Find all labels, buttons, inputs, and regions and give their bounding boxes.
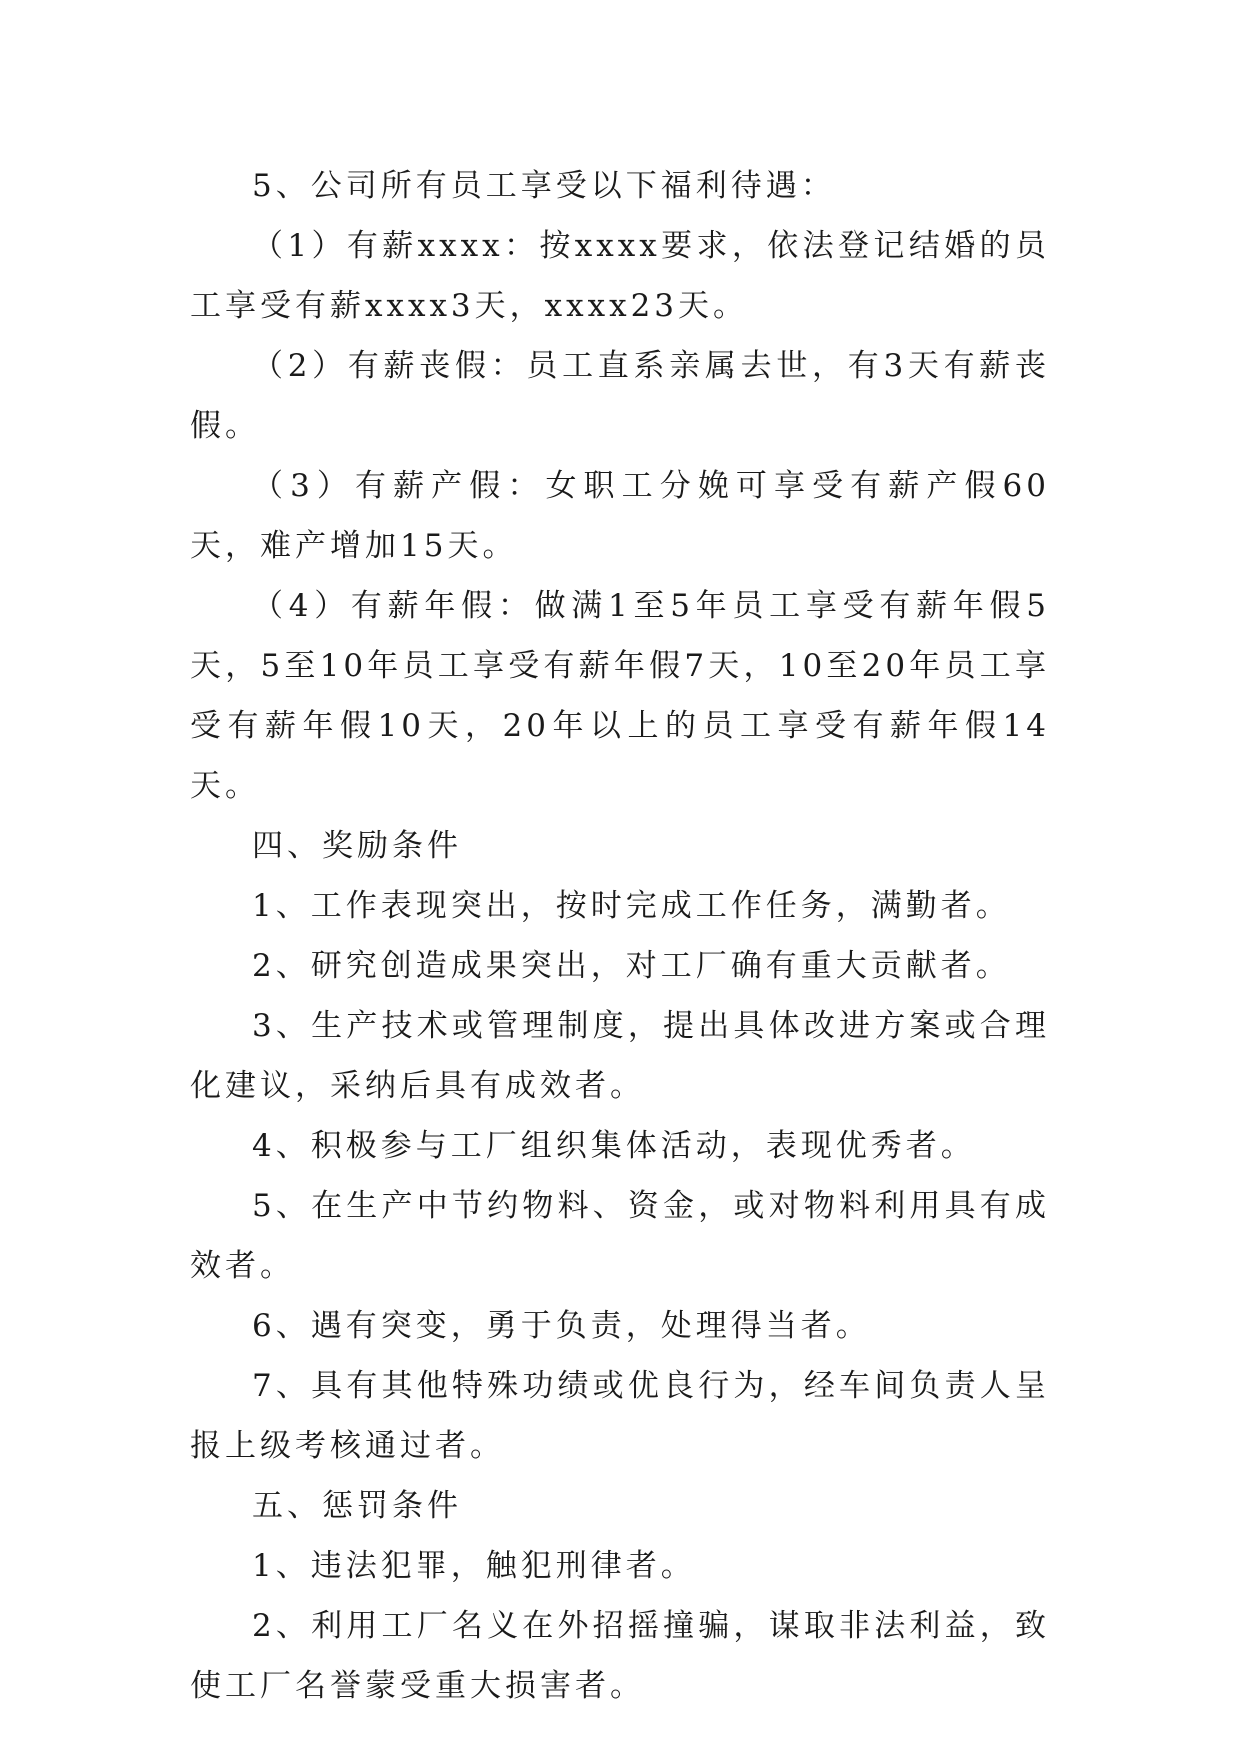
paragraph-reward-4: 4、积极参与工厂组织集体活动，表现优秀者。 [252, 1128, 976, 1164]
paragraph-reward-3: 3、生产技术或管理制度，提出具体改进方案或合理化建议，采纳后具有成效者。 [190, 1008, 1050, 1104]
paragraph-reward-1: 1、工作表现突出，按时完成工作任务，满勤者。 [252, 888, 1011, 924]
document-body [190, 156, 1050, 1716]
paragraph-annual-leave: （4）有薪年假：做满1至5年员工享受有薪年假5天，5至10年员工享受有薪年假7天，10至20年员工享受有薪年假10天，20年以上的员工享受有薪年假14天。 [190, 588, 1050, 804]
paragraph-penalty-2: 2、利用工厂名义在外招摇撞骗，谋取非法利益，致使工厂名誉蒙受重大损害者。 [190, 1608, 1050, 1704]
paragraph-maternity-leave: （3）有薪产假：女职工分娩可享受有薪产假60天，难产增加15天。 [190, 468, 1050, 564]
paragraph-reward-6: 6、遇有突变，勇于负责，处理得当者。 [252, 1308, 871, 1344]
paragraph-bereavement-leave: （2）有薪丧假：员工直系亲属去世，有3天有薪丧假。 [190, 348, 1050, 444]
paragraph-benefits-intro: 5、公司所有员工享受以下福利待遇： [252, 168, 836, 204]
section-heading-penalties: 五、惩罚条件 [252, 1488, 462, 1524]
paragraph-reward-7: 7、具有其他特殊功绩或优良行为，经车间负责人呈报上级考核通过者。 [190, 1368, 1050, 1464]
paragraph-penalty-1: 1、违法犯罪，触犯刑律者。 [252, 1548, 696, 1584]
paragraph-reward-2: 2、研究创造成果突出，对工厂确有重大贡献者。 [252, 948, 1011, 984]
paragraph-reward-5: 5、在生产中节约物料、资金，或对物料利用具有成效者。 [190, 1188, 1050, 1284]
section-heading-rewards: 四、奖励条件 [252, 828, 462, 864]
paragraph-marriage-leave: （1）有薪xxxx：按xxxx要求，依法登记结婚的员工享受有薪xxxx3天，xxxx23天。 [190, 228, 1050, 324]
